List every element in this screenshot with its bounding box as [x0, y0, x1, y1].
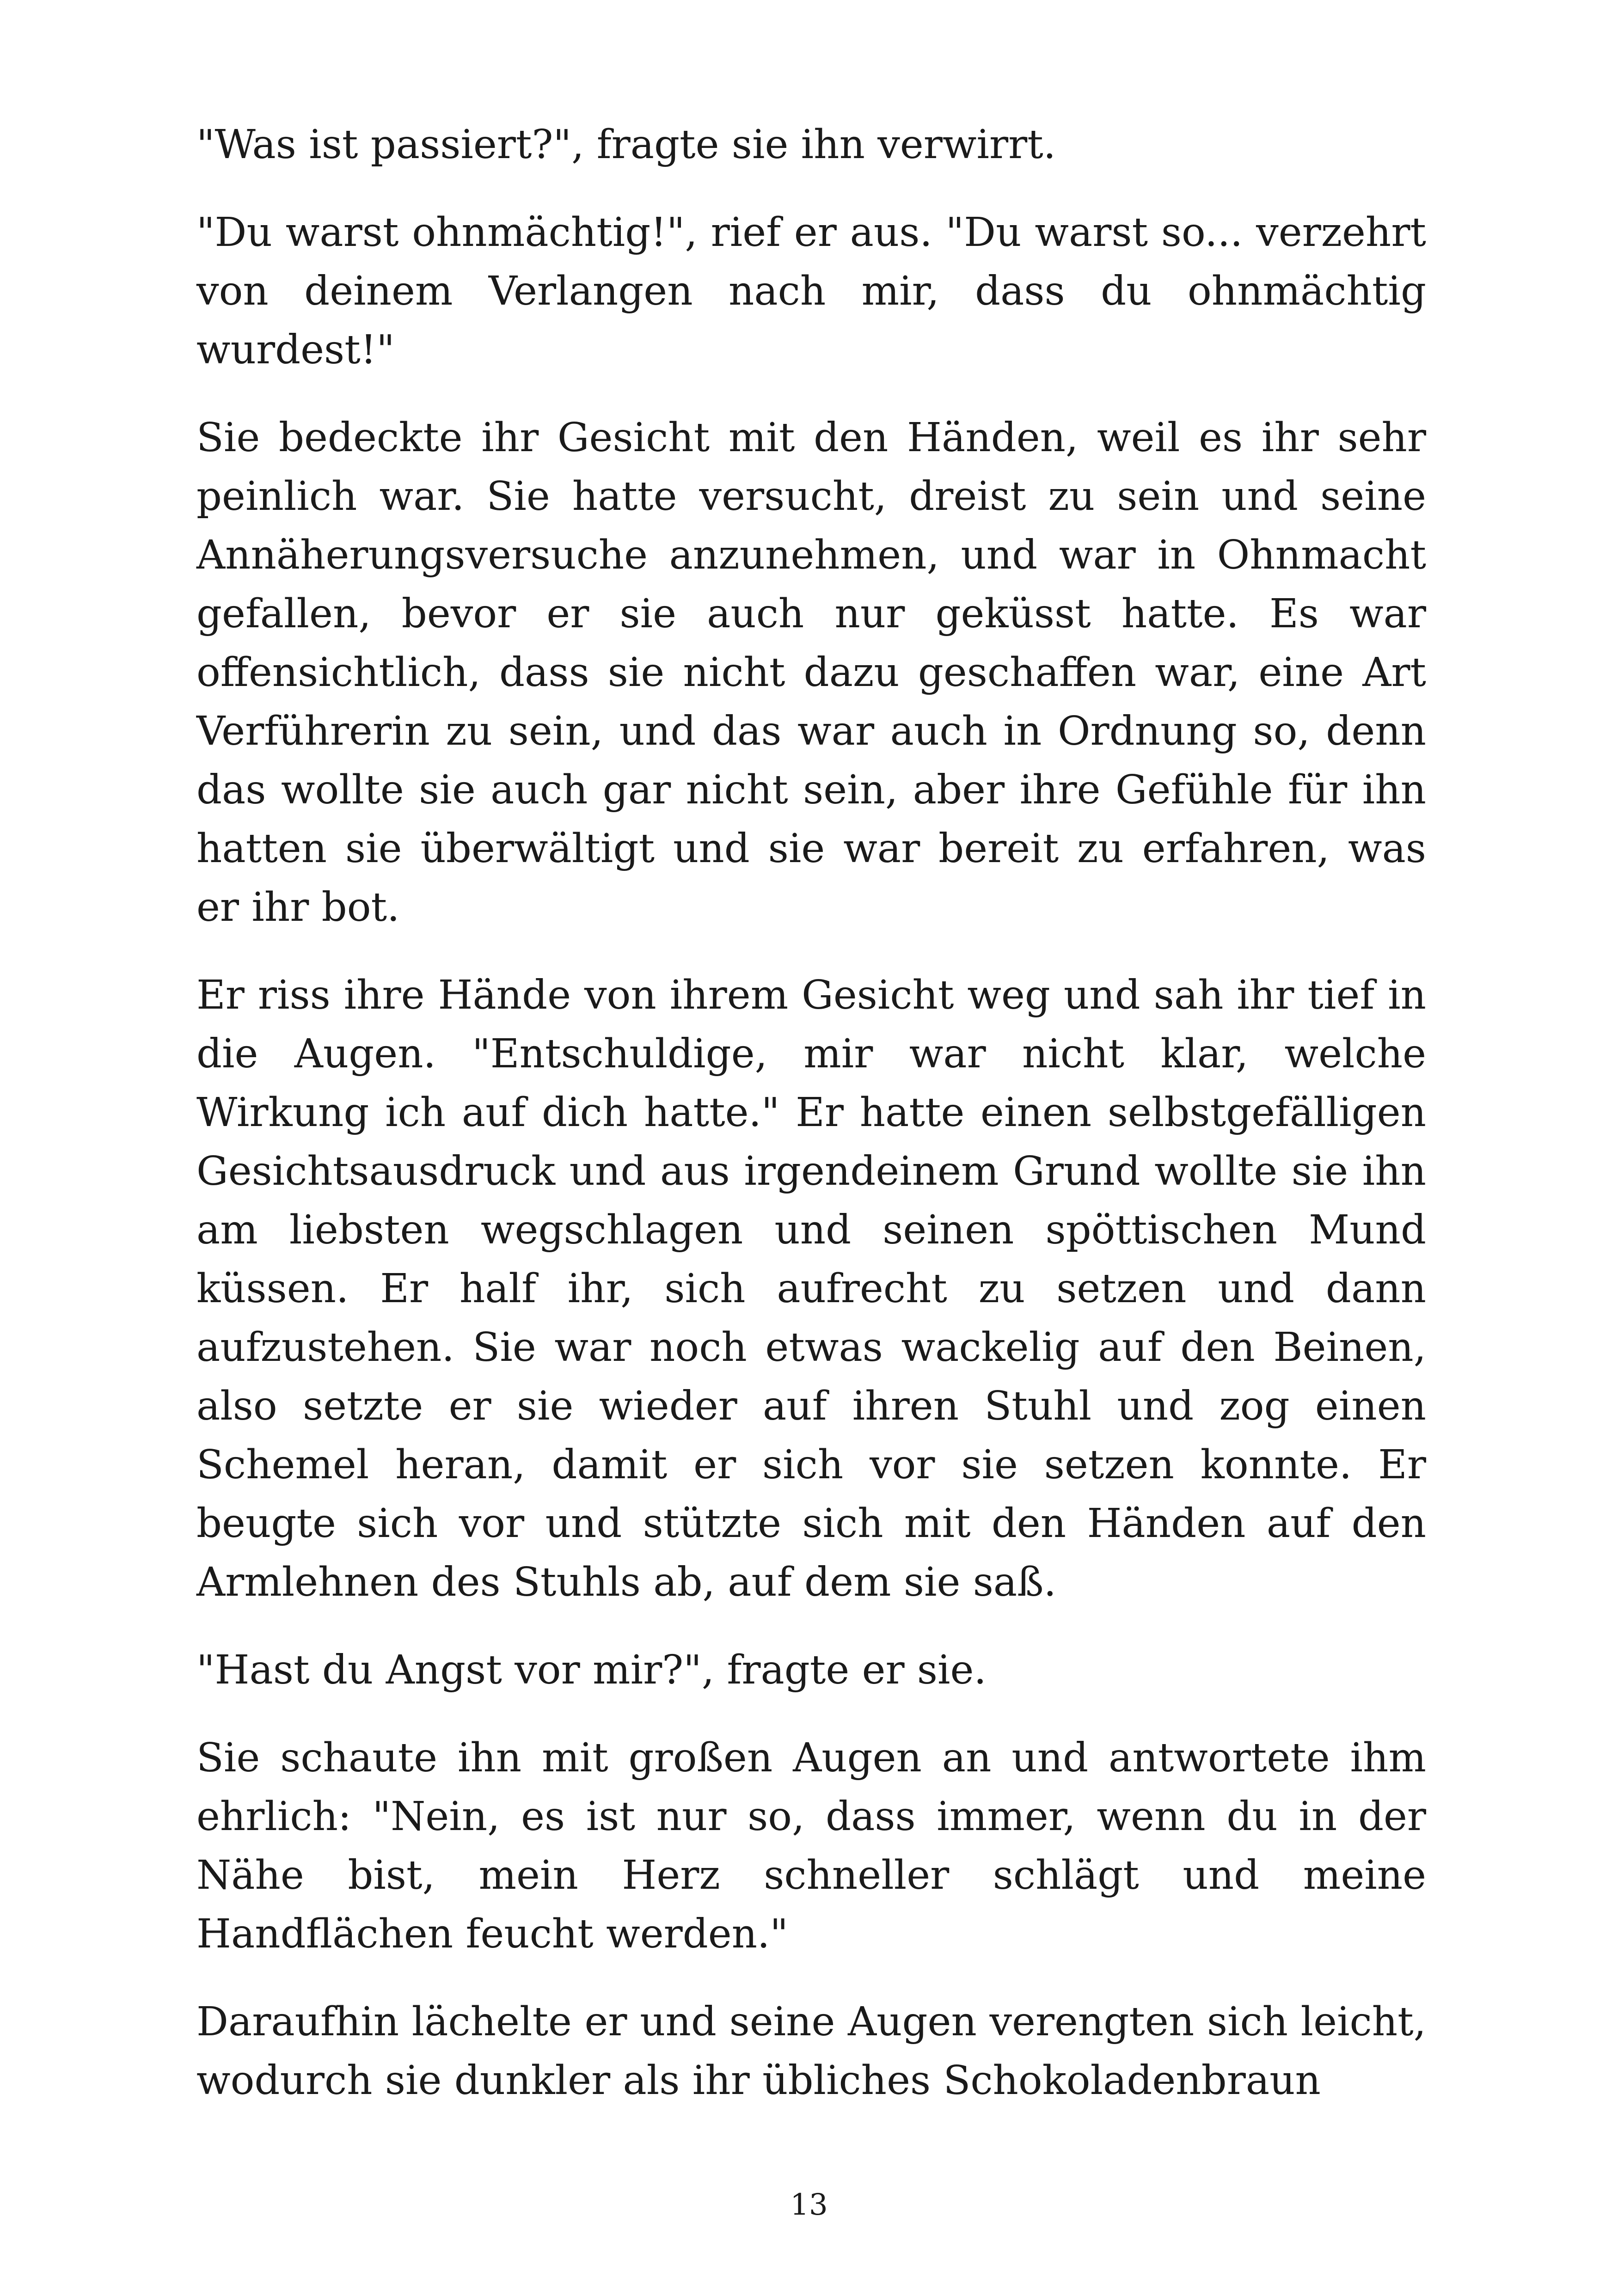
paragraph: "Du warst ohnmächtig!", rief er aus. "Du warst so... verzehrt von deinem Verlangen nach mir, dass du ohnmächtig wurdest!"	[196, 209, 1426, 373]
paragraph: Er riss ihre Hände von ihrem Gesicht weg und sah ihr tief in die Augen. "Entschuldige, mir war nicht klar, welche Wirkung ich auf dich hatte." Er hatte einen selbstgefälligen Gesichtsausdruck und aus irgendeinem Grund wollte sie ihn am liebsten wegschlagen und seinen spöttischen Mund küssen. Er half ihr, sich aufrecht zu setzen und dann aufzustehen. Sie war noch etwas wackelig auf den Beinen, also setzte er sie wieder auf ihren Stuhl und zog einen Schemel heran, damit er sich vor sie setzen konnte. Er beugte sich vor und stützte sich mit den Händen auf den Armlehnen des Stuhls ab, auf dem sie saß.	[196, 972, 1426, 1605]
paragraph: Sie bedeckte ihr Gesicht mit den Händen, weil es ihr sehr peinlich war. Sie hatte versucht, dreist zu sein und seine Annäherungsversuche anzunehmen, und war in Ohnmacht gefallen, bevor er sie auch nur geküsst hatte. Es war offensichtlich, dass sie nicht dazu geschaffen war, eine Art Verführerin zu sein, und das war auch in Ordnung so, denn das wollte sie auch gar nicht sein, aber ihre Gefühle für ihn hatten sie überwältigt und sie war bereit zu erfahren, was er ihr bot.	[196, 415, 1426, 931]
paragraph: Daraufhin lächelte er und seine Augen verengten sich leicht, wodurch sie dunkler als ihr übliches Schokoladenbraun	[196, 1999, 1426, 2104]
body-text	[196, 116, 1426, 2139]
paragraph: "Was ist passiert?", fragte sie ihn verwirrt.	[196, 122, 1056, 168]
paragraph: "Hast du Angst vor mir?", fragte er sie.	[196, 1647, 987, 1693]
page-number: 13	[790, 2188, 828, 2222]
paragraph: Sie schaute ihn mit großen Augen an und antwortete ihm ehrlich: "Nein, es ist nur so, dass immer, wenn du in der Nähe bist, mein Herz schneller schlägt und meine Handflächen feucht werden."	[196, 1735, 1426, 1957]
